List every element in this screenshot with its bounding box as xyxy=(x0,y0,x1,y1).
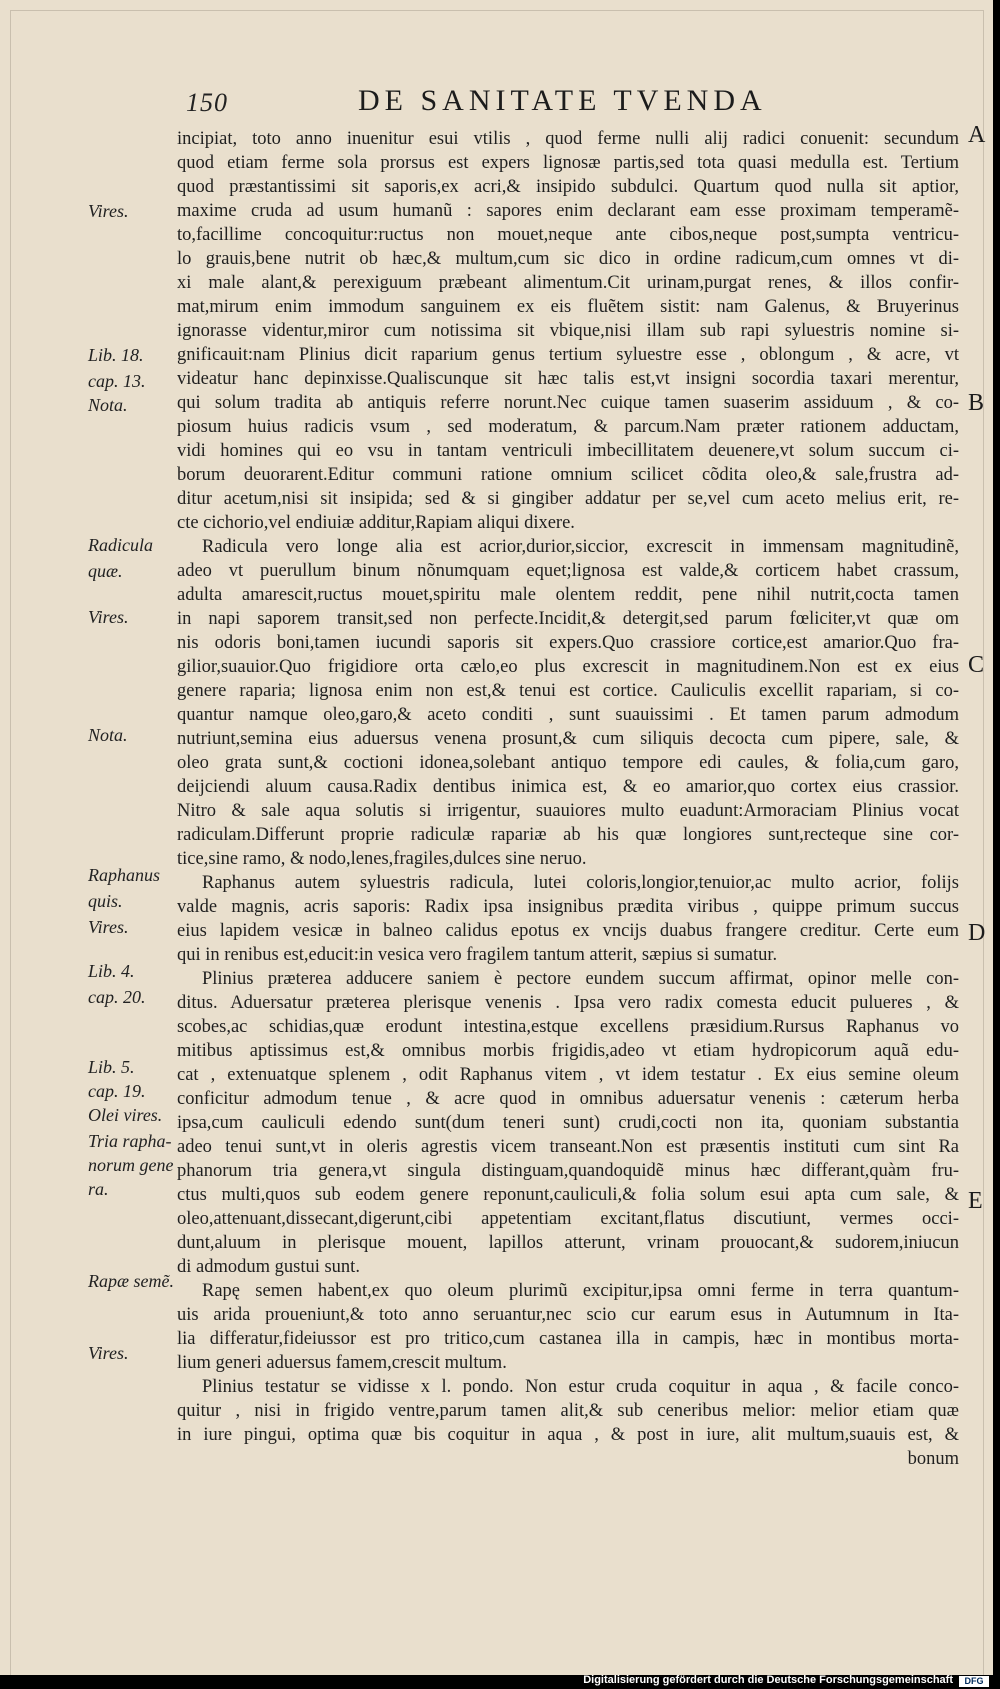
text-line: quitur , nisi in frigido ventre,parum tamen alit,& sub ceneribus melior: melior etiam quæ xyxy=(177,1401,959,1421)
text-line: ditus. Aduersatur præterea plerisque venenis . Ipsa vero radix comesta educit pulueres , & xyxy=(177,993,959,1013)
text-line: scobes,ac schidias,quæ erodunt intestina,estque excellens præsidium.Rursus Raphanus vo xyxy=(177,1017,959,1037)
margin-note: Lib. 4. xyxy=(88,961,135,981)
text-line: ipsa,cum cauliculi edendo sunt(dum teneri sunt) crudi,cocti non ita, quoniam substantia xyxy=(177,1113,959,1133)
text-line: ditur acetum,nisi sit insipida; sed & si gingiber addatur per se,vel cum aceto melius erit, re- xyxy=(177,489,959,509)
margin-note: Radicula xyxy=(88,535,153,555)
margin-note: cap. 20. xyxy=(88,987,146,1007)
text-line: Plinius testatur se vidisse x l. pondo. Non estur cruda coquitur in aqua , & facile conco- xyxy=(202,1377,959,1397)
text-line: Radicula vero longe alia est acrior,durior,siccior, excrescit in immensam magnitudinẽ, xyxy=(202,537,959,557)
margin-note: Raphanus xyxy=(88,865,160,885)
margin-note: cap. 19. xyxy=(88,1081,146,1101)
scan-edge xyxy=(993,0,1000,1675)
text-line: di admodum gustui sunt. xyxy=(177,1257,360,1277)
margin-note: cap. 13. xyxy=(88,371,146,391)
text-line: xi male alant,& perexiguum præbeant alimentum.Cit urinam,purgat renes, & illos confir- xyxy=(177,273,959,293)
text-line: uis arida proueniunt,& toto anno seruantur,nec scio cur earum esus in Autumnum in Ita- xyxy=(177,1305,959,1325)
text-line: qui solum tradita ab antiquis referre norunt.Nec cuique tamen suaserim assiduum , & co- xyxy=(177,393,959,413)
section-letter-c: C xyxy=(968,652,985,678)
text-line: Raphanus autem syluestris radicula, lutei coloris,longior,tenuior,ac multo acrior, folijs xyxy=(202,873,959,893)
digitization-credit: Digitalisierung gefördert durch die Deutsche Forschungsgemeinschaft xyxy=(583,1674,953,1686)
margin-note: Nota. xyxy=(88,395,128,415)
text-line: mat,mirum enim immodum sanguinem ex eis fluẽtem sistit: nam Galenus, & Bruyerinus xyxy=(177,297,959,317)
text-line: radiculam.Differunt proprie radiculæ rapariæ ab his quæ longiores sunt,recteque sine cor- xyxy=(177,825,959,845)
margin-note: Olei vires. xyxy=(88,1105,163,1125)
text-line: in napi saporem transit,sed non perfecte.Incidit,& detergit,sed parum fœliciter,vt quæ om xyxy=(177,609,959,629)
dfg-logo: DFG xyxy=(959,1676,989,1687)
text-line: quod etiam ferme sola prorsus est expers lignosæ partis,sed tota quasi medulla est. Tertium xyxy=(177,153,959,173)
text-line: qui in renibus est,educit:in vesica vero fragilem tantum atterit, sæpius si sumatur. xyxy=(177,945,778,965)
section-letter-e: E xyxy=(968,1188,983,1214)
text-line: adulta amarescit,ructus mouet,spiritu male olentem reddit, pene nihil nutrit,cocta tamen xyxy=(177,585,959,605)
text-line: borum deuorarent.Editur communi ratione omnium scilicet cõdita oleo,& sale,frustra ad- xyxy=(177,465,959,485)
margin-note: Vires. xyxy=(88,1343,129,1363)
text-line: videatur hanc depinxisse.Qualiscunque sit hæc talis est,vt insigni socordia taxari merentur, xyxy=(177,369,959,389)
text-line: vidi homines qui eo vsu in tantam ventriculi imbecillitatem deuenere,vt solum succum ci- xyxy=(177,441,959,461)
text-line: incipiat, toto anno inuenitur esui vtilis , quod ferme nulli alij radici conuenit: secundum xyxy=(177,129,959,149)
text-line: quod præstantissimi sit saporis,ex acri,& insipido subdulci. Quartum quod nulla sit aptior, xyxy=(177,177,959,197)
margin-note: Lib. 5. xyxy=(88,1057,135,1077)
text-line: piosum huius radicis vsum , sed moderatum, & parcum.Nam præter rationem adductam, xyxy=(177,417,959,437)
text-line: lo grauis,bene nutrit ob hæc,& multum,cum sic dico in ordine radicum,cum omnes vt di- xyxy=(177,249,959,269)
text-line: ctus multi,quos sub eodem genere reponunt,cauliculi,& folia solum esui apta cum sale, & xyxy=(177,1185,959,1205)
text-line: in iure pingui, optima quæ bis coquitur in aqua , & post in iure, alit multum,suauis est, & xyxy=(177,1425,959,1445)
text-line: eius lapidem vesicæ in balneo calidus epotus ex vncijs duabus frangere creditur. Certe eum xyxy=(177,921,959,941)
text-line: quantur namque oleo,garo,& aceto conditi , sunt suauissimi . Et tamen parum admodum xyxy=(177,705,959,725)
margin-note: Tria rapha- xyxy=(88,1131,172,1151)
margin-note: Lib. 18. xyxy=(88,345,144,365)
margin-note: quæ. xyxy=(88,561,123,581)
text-line: bonum xyxy=(907,1449,959,1469)
text-line: to,facillime concoquitur:ructus non mouet,neque ante cibos,neque post,sumpta ventricu- xyxy=(177,225,959,245)
text-line: adeo vt puerullum binum nõnumquam equet;lignosa est valde,& corticem habet crassum, xyxy=(177,561,959,581)
text-line: dunt,aluum in plerisque mouent, lapillos atterunt, vrinam prouocant,& sudorem,iniucun xyxy=(177,1233,959,1253)
text-line: genere raparia; lignosa enim non est,& tenui est cortice. Cauliculis excellit rapariam, si co- xyxy=(177,681,959,701)
text-line: ignorasse videntur,miror cum notissima sit vbique,nisi illam sub rapi syluestris nomine si- xyxy=(177,321,959,341)
section-letter-d: D xyxy=(968,920,986,946)
text-line: nutriunt,semina eius aduersus venena prosunt,& cum siliquis decocta cum pipere, sale, & xyxy=(177,729,959,749)
text-line: oleo,attenuant,dissecant,digerunt,cibi appetentiam excitant,flatus discutiunt, vermes occi- xyxy=(177,1209,959,1229)
text-line: cte cichorio,vel endiuiæ additur,Rapiam aliqui dixere. xyxy=(177,513,575,533)
text-line: Rapę semen habent,ex quo oleum plurimũ excipitur,ipsa omni ferme in terra quantum- xyxy=(202,1281,959,1301)
margin-note: ra. xyxy=(88,1179,109,1199)
text-line: cat , extenuatque splenem , odit Raphanus vitem , vt idem testatur . Ex eius semine oleum xyxy=(177,1065,959,1085)
margin-note: Rapæ semẽ. xyxy=(88,1271,174,1291)
text-line: nis odoris boni,tamen iucundi saporis sit expers.Quo crassiore cortice,est amarior.Quo fra- xyxy=(177,633,959,653)
text-line: lium generi aduersus famem,crescit multum. xyxy=(177,1353,507,1373)
text-line: mitibus aptissimus est,& omnibus morbis frigidis,adeo vt etiam hydropicorum aquã edu- xyxy=(177,1041,959,1061)
section-letter-a: A xyxy=(968,122,986,148)
text-line: phanorum tria genera,vt singula distinguam,quandoquidẽ minus hæc differant,quàm fru- xyxy=(177,1161,959,1181)
text-line: Plinius præterea adducere saniem è pectore eundem succum affirmat, opinor melle con- xyxy=(202,969,959,989)
margin-note: quis. xyxy=(88,891,123,911)
section-letter-b: B xyxy=(968,390,985,416)
text-line: adeo tenui sunt,vt in oleris agrestis vicem transeant.Non est præsentis instituti cum sint Ra xyxy=(177,1137,959,1157)
margin-note: norum gene xyxy=(88,1155,174,1175)
text-line: conficitur admodum tenue , & acre quod in omnibus aduersatur venenis : cæterum herba xyxy=(177,1089,959,1109)
text-line: gnificauit:nam Plinius dicit raparium genus tertium syluestre esse , oblongum , & acre, vt xyxy=(177,345,959,365)
text-line: tice,sine ramo, & nodo,lenes,fragiles,dulces sine neruo. xyxy=(177,849,587,869)
text-line: lia differatur,fideiussor est pro tritico,cum castanea illa in campis, hæc in montibus morta- xyxy=(177,1329,959,1349)
margin-note: Vires. xyxy=(88,607,129,627)
margin-note: Vires. xyxy=(88,917,129,937)
running-head: DE SANITATE TVENDA xyxy=(358,84,767,117)
margin-note: Nota. xyxy=(88,725,128,745)
text-line: Nitro & sale aqua solutis si irrigentur, suauiores multo euadunt:Armoraciam Plinius vocat xyxy=(177,801,959,821)
margin-note: Vires. xyxy=(88,201,129,221)
text-line: gilior,suauior.Quo frigidiore orta cælo,eo plus excrescit in magnitudinem.Non est ex eius xyxy=(177,657,959,677)
text-line: valde magnis, acris saporis: Radix ipsa insignibus prædita viribus , quippe primum succus xyxy=(177,897,959,917)
text-line: deijciendi aluum causa.Radix dentibus inimica est, & eo amarior,quo cortex eius crassior. xyxy=(177,777,959,797)
text-line: maxime cruda ad usum humanũ : sapores enim declarant eam esse proximam temperamẽ- xyxy=(177,201,959,221)
page-number: 150 xyxy=(186,88,228,117)
text-line: oleo grata sunt,& coctioni idonea,solebant antiquo tempore edi caules, & folia,cum garo, xyxy=(177,753,959,773)
